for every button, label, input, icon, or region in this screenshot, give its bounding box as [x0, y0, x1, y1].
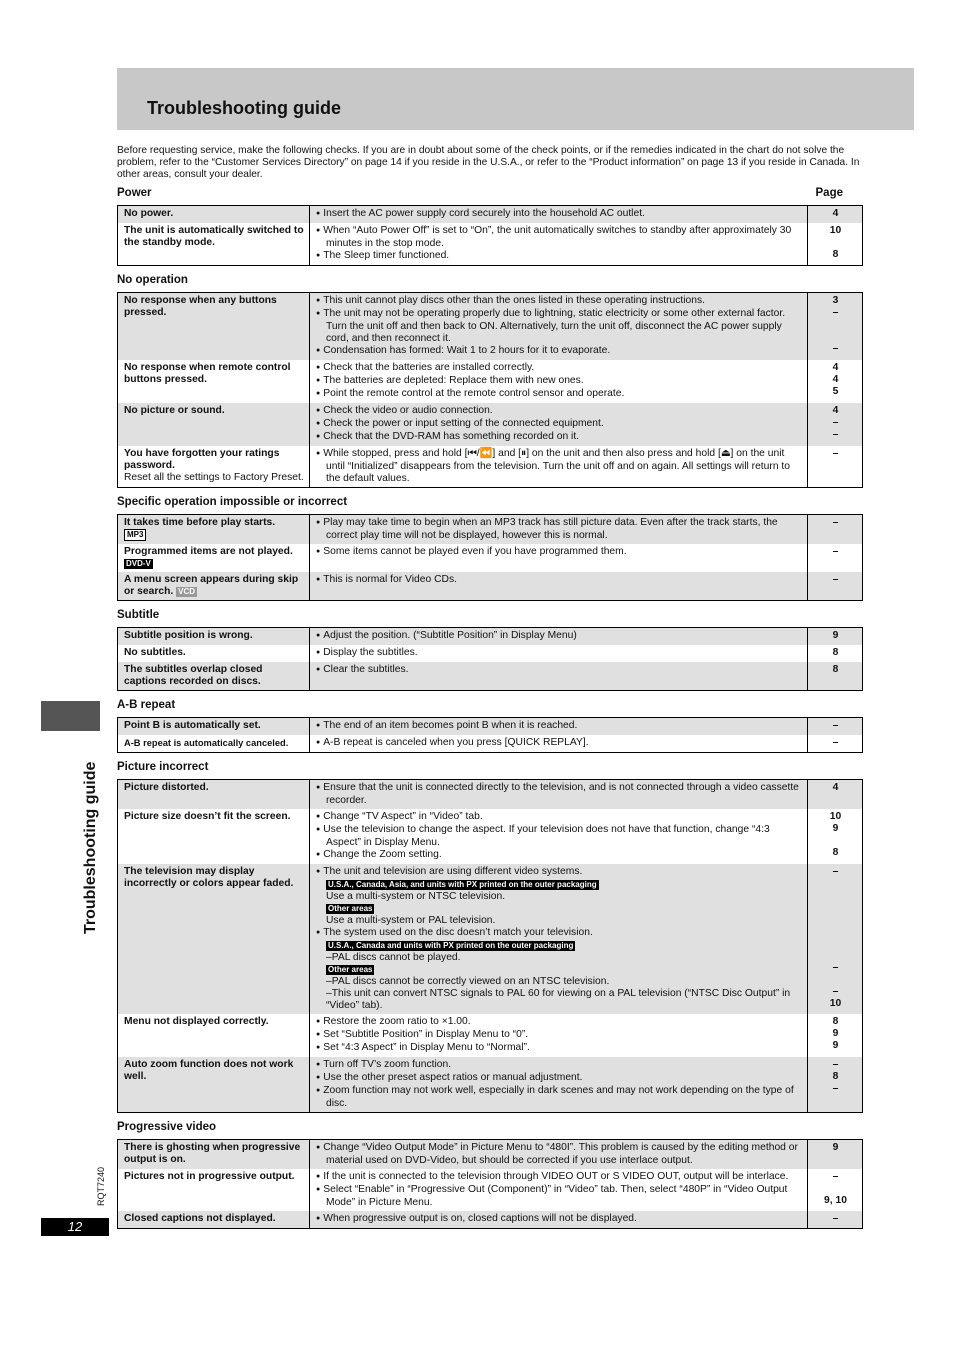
solution-cell	[310, 293, 808, 361]
problem-cell: Closed captions not displayed.	[118, 1211, 310, 1229]
page-ref-value: –	[832, 1059, 839, 1070]
section-title: Picture incorrect	[117, 761, 209, 773]
solution-item: ● The unit and television are using different video systems.	[316, 866, 802, 879]
table-row	[118, 206, 863, 224]
region-tag-usa-asia: U.S.A., Canada, Asia, and units with PX printed on the outer packaging	[328, 880, 597, 889]
solution-cell	[310, 735, 808, 753]
table-row	[118, 1169, 863, 1211]
page-ref: –	[808, 572, 863, 601]
table-row	[118, 515, 863, 545]
section-title: Specific operation impossible or incorrect	[117, 496, 348, 508]
solution-subitem: –PAL discs cannot be played.	[326, 952, 461, 963]
problem-cell: The subtitles overlap closed captions recorded on discs.	[118, 662, 310, 691]
intro-paragraph: Before requesting service, make the following checks. If you are in doubt about some of the check points, or if the remedies indicated in the chart do not solve the problem, refer to the “Customer Services Directory” on page 14 if you reside in the U.S.A., or refer to the “Product information” on page 13 if you reside in Canada. In other areas, consult your dealer.	[117, 145, 860, 180]
page-ref: 9	[808, 1140, 863, 1170]
side-tab-marker	[41, 701, 100, 731]
page-ref: 8	[808, 662, 863, 691]
solution-item: ● When progressive output is on, closed captions will not be displayed.	[316, 1213, 802, 1226]
table-row	[118, 809, 863, 864]
solution-item: ● Set “4:3 Aspect” in Display Menu to “Normal”.	[316, 1042, 802, 1055]
region-tag-other-areas: Other areas	[328, 965, 373, 974]
page-ref: –	[832, 546, 839, 557]
page-ref-value: 9	[832, 1040, 839, 1051]
table-row	[118, 1014, 863, 1057]
page-ref-value: –	[832, 343, 839, 354]
page-title: Troubleshooting guide	[147, 98, 341, 118]
page-ref-value: –	[832, 1171, 839, 1182]
solution-item: ● Display the subtitles.	[316, 647, 802, 660]
problem-cell	[118, 515, 310, 545]
section-heading-progressive-video	[117, 1118, 863, 1139]
solution-item: ● When “Auto Power Off” is set to “On”, the unit automatically switches to standby after approximately 30 minutes in the stop mode.	[316, 225, 802, 250]
page-ref-value: 8	[832, 847, 839, 858]
table-row	[118, 1057, 863, 1113]
problem-note: Reset all the settings to Factory Preset.	[124, 472, 304, 483]
solution-cell	[310, 718, 808, 736]
solution-item: ● Check that the batteries are installed correctly.	[316, 362, 802, 375]
page-ref-value: 4	[832, 405, 839, 416]
table-progressive-video	[117, 1139, 863, 1229]
page-ref	[808, 1014, 863, 1057]
solution-cell	[310, 223, 808, 266]
problem-text: You have forgotten your ratings password.	[124, 448, 280, 471]
section-title: A-B repeat	[117, 699, 176, 711]
solution-item: ● The batteries are depleted: Replace them with new ones.	[316, 375, 802, 388]
table-row	[118, 718, 863, 736]
page-ref-value: 9	[832, 823, 839, 834]
solution-item: ● Insert the AC power supply cord securely into the household AC outlet.	[316, 208, 802, 221]
table-specific-operation	[117, 514, 863, 601]
problem-cell: No subtitles.	[118, 645, 310, 662]
solution-item: ● Zoom function may not work well, especially in dark scenes and may not work depending on the type of disc.	[316, 1085, 802, 1110]
solution-cell	[310, 864, 808, 1014]
table-subtitle	[117, 627, 863, 691]
solution-item: ● Condensation has formed: Wait 1 to 2 hours for it to evaporate.	[316, 345, 802, 358]
page-ref-value: 10	[829, 998, 842, 1009]
solution-cell	[310, 1169, 808, 1211]
page-ref	[808, 403, 863, 446]
page-ref-value: –	[832, 429, 839, 440]
problem-cell: Picture distorted.	[118, 780, 310, 810]
table-power	[117, 205, 863, 266]
page-ref-value: 10	[829, 225, 842, 236]
section-heading-specific-operation	[117, 493, 863, 514]
section-title: Power	[117, 187, 152, 199]
page-ref-value: –	[832, 1083, 839, 1094]
solution-item: ● Restore the zoom ratio to ×1.00.	[316, 1016, 802, 1029]
solution-item: ● A-B repeat is canceled when you press [QUICK REPLAY].	[316, 737, 802, 750]
problem-cell: Menu not displayed correctly.	[118, 1014, 310, 1057]
problem-cell: Pictures not in progressive output.	[118, 1169, 310, 1211]
document-code: RQT7240	[96, 1166, 106, 1206]
page-ref-value: 4	[832, 362, 839, 373]
page-number: 12	[41, 1218, 109, 1236]
solution-cell	[310, 628, 808, 646]
section-title: Progressive video	[117, 1121, 217, 1133]
page-ref-value: –	[832, 417, 839, 428]
region-tag-other-areas: Other areas	[328, 904, 373, 913]
page-column-label: Page	[815, 187, 843, 199]
table-row	[118, 1140, 863, 1170]
solution-item: ● The end of an item becomes point B when it is reached.	[316, 720, 802, 733]
problem-cell	[118, 572, 310, 601]
solution-item: ● Some items cannot be played even if you have programmed them.	[316, 546, 802, 559]
table-row	[118, 628, 863, 646]
solution-subitem: Use a multi-system or PAL television.	[326, 915, 496, 926]
solution-item: ● Point the remote control at the remote control sensor and operate.	[316, 388, 802, 401]
solution-item: ● While stopped, press and hold [⏮/⏪] and [⏸] on the unit and then also press and hold [⏏] on the unit until “Initialized” disappears from the television. Turn the unit off and on again. All settings will return to the default values.	[316, 448, 802, 485]
problem-cell: There is ghosting when progressive output is on.	[118, 1140, 310, 1170]
table-row	[118, 223, 863, 266]
solution-cell	[310, 780, 808, 810]
problem-cell	[118, 544, 310, 572]
troubleshooting-content	[117, 184, 863, 1234]
problem-cell: A-B repeat is automatically canceled.	[118, 735, 310, 753]
solution-cell	[310, 1211, 808, 1229]
solution-item: ● The unit may not be operating properly due to lightning, static electricity or some other external factor. Turn the unit off and then back to ON. Alternatively, turn the unit off, disconnect the AC power supply cord, and then reconnect it.	[316, 308, 802, 345]
problem-cell: Picture size doesn’t fit the screen.	[118, 809, 310, 864]
solution-cell	[310, 403, 808, 446]
table-row	[118, 446, 863, 488]
table-row	[118, 544, 863, 572]
table-row	[118, 645, 863, 662]
problem-cell: The television may display incorrectly or colors appear faded.	[118, 864, 310, 1014]
solution-item: ● Set “Subtitle Position” in Display Menu to “0”.	[316, 1029, 802, 1042]
solution-cell	[310, 572, 808, 601]
solution-cell	[310, 1140, 808, 1170]
solution-item: ● If the unit is connected to the television through VIDEO OUT or S VIDEO OUT, output will be interlace.	[316, 1171, 802, 1184]
vcd-badge: VCD	[178, 587, 195, 596]
page-ref	[808, 360, 863, 403]
page-ref	[808, 864, 863, 1014]
dvd-v-badge: DVD-V	[126, 559, 151, 568]
page-ref-value: 8	[832, 1016, 839, 1027]
table-ab-repeat	[117, 717, 863, 753]
solution-cell	[310, 1014, 808, 1057]
solution-item: ● The Sleep timer functioned.	[316, 250, 802, 263]
solution-cell	[310, 206, 808, 224]
title-band	[117, 68, 914, 130]
page-ref: –	[808, 1211, 863, 1229]
page-ref-value: 4	[832, 374, 839, 385]
problem-cell: The unit is automatically switched to the standby mode.	[118, 223, 310, 266]
region-tag-usa-canada: U.S.A., Canada and units with PX printed on the outer packaging	[328, 941, 574, 950]
page-ref-value: 9	[832, 1028, 839, 1039]
table-row	[118, 403, 863, 446]
section-title: No operation	[117, 274, 188, 286]
solution-item: ● Play may take time to begin when an MP3 track has still picture data. Even after the track starts, the correct play time will not be displayed, however this is normal.	[316, 517, 802, 542]
problem-cell: No response when remote control buttons pressed.	[118, 360, 310, 403]
page-ref-value: –	[832, 962, 839, 973]
section-heading-picture-incorrect	[117, 758, 863, 779]
page-ref-value: 3	[832, 295, 839, 306]
table-row	[118, 780, 863, 810]
section-title: Subtitle	[117, 609, 160, 621]
page-ref-value: 8	[832, 249, 839, 260]
solution-item: ● Ensure that the unit is connected directly to the television, and is not connected through a video cassette recorder.	[316, 782, 802, 807]
page-ref: –	[832, 737, 839, 748]
table-row	[118, 293, 863, 361]
page-ref-value: 5	[832, 386, 839, 397]
mp3-badge: MP3	[124, 529, 146, 541]
problem-cell: No power.	[118, 206, 310, 224]
solution-cell	[310, 1057, 808, 1113]
solution-item: ● Use the television to change the aspect. If your television does not have that function, change “4:3 Aspect” in Display Menu.	[316, 824, 802, 849]
page-ref	[808, 293, 863, 361]
solution-item: ● Clear the subtitles.	[316, 664, 802, 677]
table-no-operation	[117, 292, 863, 488]
problem-cell: No response when any buttons pressed.	[118, 293, 310, 361]
section-heading-ab-repeat	[117, 696, 863, 717]
solution-cell	[310, 645, 808, 662]
page-ref	[808, 223, 863, 266]
solution-subitem: –This unit can convert NTSC signals to PAL 60 for viewing on a PAL television (“NTSC Disc Output” in “Video” tab).	[326, 988, 791, 1011]
problem-text: A menu screen appears during skip or search.	[124, 574, 299, 597]
solution-item: ● Check the power or input setting of the connected equipment.	[316, 418, 802, 431]
solution-item: ● This is normal for Video CDs.	[316, 574, 802, 587]
table-row	[118, 864, 863, 1014]
page-ref: –	[808, 515, 863, 545]
problem-cell: Subtitle position is wrong.	[118, 628, 310, 646]
table-row	[118, 735, 863, 753]
problem-text: It takes time before play starts.	[124, 517, 276, 528]
page-ref: –	[808, 718, 863, 736]
solution-item: ● Check the video or audio connection.	[316, 405, 802, 418]
solution-cell	[310, 360, 808, 403]
solution-cell	[310, 544, 808, 572]
side-title: Troubleshooting guide	[82, 761, 99, 934]
solution-item: ● Adjust the position. (“Subtitle Position” in Display Menu)	[316, 630, 802, 643]
problem-cell: No picture or sound.	[118, 403, 310, 446]
solution-cell	[310, 662, 808, 691]
solution-cell	[310, 446, 808, 488]
section-heading-subtitle	[117, 606, 863, 627]
solution-item: ● Change “TV Aspect” in “Video” tab.	[316, 811, 802, 824]
solution-item: ● Change the Zoom setting.	[316, 849, 802, 862]
solution-subitem: Use a multi-system or NTSC television.	[326, 891, 506, 902]
page-ref: 4	[808, 780, 863, 810]
table-row	[118, 662, 863, 691]
page-ref: 8	[832, 647, 839, 658]
page-ref-value: –	[832, 866, 839, 877]
page-ref: 4	[808, 206, 863, 224]
solution-cell	[310, 809, 808, 864]
solution-item: ● Select “Enable” in “Progressive Out (Component)” in “Video” tab. Then, select “480P” in “Video Output Mode” in Picture Menu.	[316, 1184, 802, 1209]
page-ref: –	[832, 448, 839, 459]
page-ref: 9	[808, 628, 863, 646]
page-ref-value: 9, 10	[824, 1195, 847, 1206]
problem-cell	[118, 446, 310, 488]
table-row	[118, 360, 863, 403]
page-ref-value: –	[832, 986, 839, 997]
table-row	[118, 1211, 863, 1229]
table-row	[118, 572, 863, 601]
problem-cell: Point B is automatically set.	[118, 718, 310, 736]
solution-item: ● The system used on the disc doesn’t match your television.	[316, 927, 802, 940]
solution-item: ● Use the other preset aspect ratios or manual adjustment.	[316, 1072, 802, 1085]
solution-item: ● Change “Video Output Mode” in Picture Menu to “480I”. This problem is caused by the editing method or material used on DVD-Video, but should be corrected if you use interlace output.	[316, 1142, 802, 1167]
solution-cell	[310, 515, 808, 545]
section-heading-power	[117, 184, 863, 205]
section-heading-no-operation	[117, 271, 863, 292]
solution-item: ● Check that the DVD-RAM has something recorded on it.	[316, 431, 802, 444]
page-ref	[808, 1169, 863, 1211]
page-ref	[808, 1057, 863, 1113]
solution-item: ● This unit cannot play discs other than the ones listed in these operating instructions.	[316, 295, 802, 308]
page-ref	[808, 809, 863, 864]
problem-cell: Auto zoom function does not work well.	[118, 1057, 310, 1113]
table-picture-incorrect	[117, 779, 863, 1113]
page-ref-value: 8	[832, 1071, 839, 1082]
problem-text: Programmed items are not played.	[124, 546, 293, 557]
solution-subitem: –PAL discs cannot be correctly viewed on an NTSC television.	[326, 976, 610, 987]
solution-item: ● Turn off TV’s zoom function.	[316, 1059, 802, 1072]
page-ref-value: –	[832, 307, 839, 318]
page-ref-value: 10	[829, 811, 842, 822]
